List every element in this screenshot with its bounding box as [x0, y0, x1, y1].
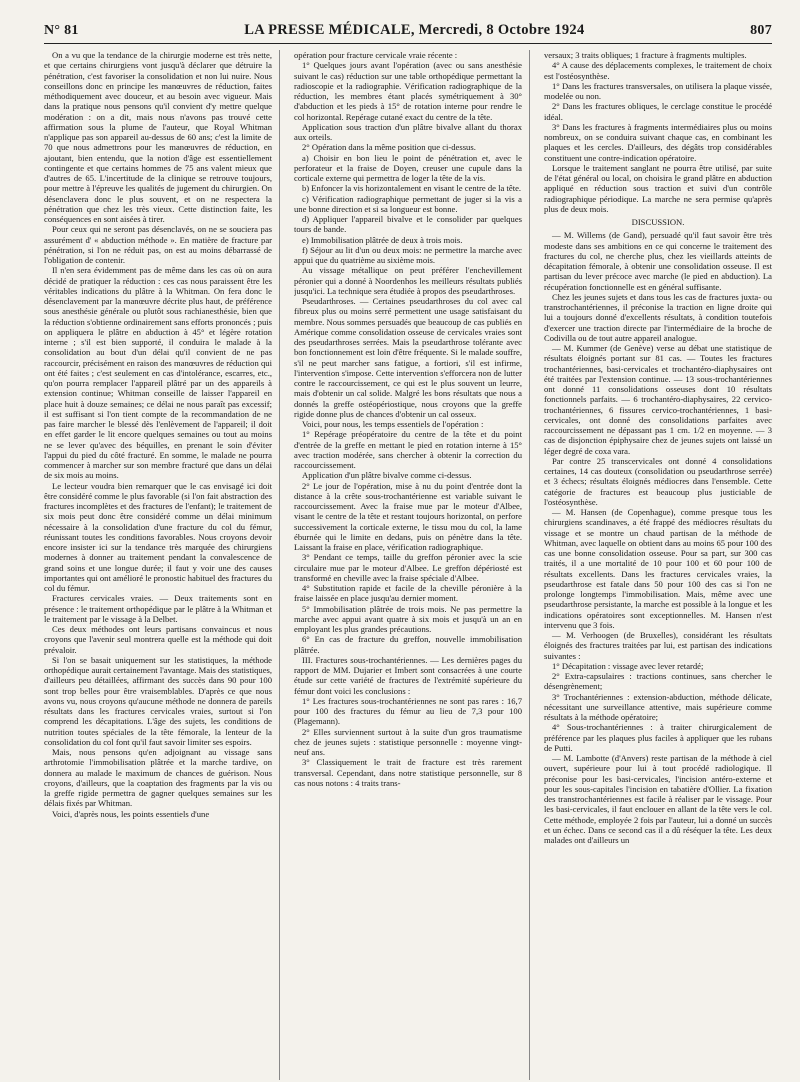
paragraph: Pour ceux qui ne seront pas désenclavés, on ne se souciera pas assurément d' « abduction méthode ». En matière de fracture par pénétration, si l'on ne réduit pas, on est au moins débarrassé de l'obligation de contenir.	[44, 224, 272, 265]
paragraph: 1° Les fractures sous-trochantériennes ne sont pas rares : 16,7 pour 100 des fractures du fémur au lieu de 7,3 pour 100 (Plagemann).	[294, 695, 522, 727]
page-number: 807	[750, 23, 772, 38]
paragraph: 2° Elles surviennent surtout à la suite d'un gros traumatisme chez de jeunes sujets : statistique personnelle : moyenne vingt-neuf ans.	[294, 726, 522, 757]
column-middle	[294, 50, 530, 1080]
paragraph: Chez les jeunes sujets et dans tous les cas de fractures juxta- ou transtrochantériennes, il préconise la traction en ligne droite qui lui a toujours donné d'excellents résultats, à condition toutefois d'exercer une traction directe par l'intermédiaire de la broche de Codivilla ou de tout autre appareil analogue.	[544, 291, 772, 343]
paragraph: f) Séjour au lit d'un ou deux mois: ne permettre la marche avec appui que du quatrième au sixième mois.	[294, 244, 522, 265]
paragraph: 3° Classiquement le trait de fracture est très rarement transversal. Cependant, dans notre statistique personnelle, sur 8 cas nous notons : 4 traits trans-	[294, 757, 522, 788]
paragraph: b) Enfoncer la vis horizontalement en visant le centre de la tête.	[302, 183, 522, 194]
text-columns	[44, 50, 772, 1080]
paragraph: 4° Sous-trochantériennes : à traiter chirurgicalement de préférence par les plaques plus faciles à appliquer que les rubans de Putti.	[544, 722, 772, 753]
paragraph: — M. Kummer (de Genève) verse au débat une statistique de résultats éloignés portant sur 81 cas. — Toutes les fractures trochantériennes, basi-cervicales et trochantéro-diaphysaires ont été traitées par l'extension continue. — 13 sous-trochantériennes ont donné 11 consolidations osseuses dont 10 résultats fonctionnels parfaits. — 6 trochantéro-diaphysaires, 22 cervico-trochantériennes, 6 fissures cervico-trochantériennes, 1 basi-cervicales, ont donné des consolidations parfaites avec raccourcissement ne dépassant pas 1 cm. 1/2 en moyenne. — 3 cas de disjonction épiphysaire chez de jeunes sujets ont laissé un léger degré de coxa vara.	[544, 343, 772, 456]
paragraph: Pseudarthroses. — Certaines pseudarthroses du col avec cal fibreux plus ou moins serré permettent une usage satisfaisant du membre. Nous sommes persuadés que beaucoup de cas publiés en Amérique comme consolidation osseuse de cervicales vraies sont des pseudarthroses serrées. Mais la pseudarthrose tolérante avec bon fonctionnement est loin d'être fréquente. Si le malade souffre, s'il ne peut marcher sans fatigue, a fortiori, s'il est infirme, l'intervention s'impose. Cette intervention s'efforcera non de lutter contre le raccourcissement, ce qui est le plus souvent un leurre, mais d'obtenir un cal solide. Malgré les bons résultats que nous a donnés la greffe ostéopériostique, nous croyons que la greffe rigide donne plus de chances d'obtenir un cal osseux.	[294, 296, 522, 419]
paragraph: Mais, nous pensons qu'en adjoignant au vissage sans arthrotomie l'immobilisation plâtrée et la marche tardive, on donnera au malade le maximum de chances de guérison. Nous croyons, d'ailleurs, que la coaptation des fragments par la vis ou la greffe rigide permettra de gagner quelques semaines sur les délais fixés par Whitman.	[44, 747, 272, 809]
paragraph: — M. Lambotte (d'Anvers) reste partisan de la méthode à ciel ouvert, supérieure pour lui à tout procédé radiologique. Il préconise pour les basi-cervicales, l'incision antéro-externe et pour les sous-capitales l'incision en tabatière d'Ollier. La fixation des transtrochantériennes est facile à réaliser par le vissage. Pour les basi-cervicales, il faut enclouer en allant de la tête vers le col. Cette méthode, employée 2 fois par l'auteur, lui a donné un succès et un échec. Dans ce second cas il a dû réséquer la tête. Les deux malades ont d'ailleurs un	[544, 753, 772, 845]
paragraph: 2° Dans les fractures obliques, le cerclage constitue le procédé idéal.	[544, 101, 772, 122]
paragraph: versaux; 3 traits obliques; 1 fracture à fragments multiples.	[544, 50, 747, 60]
paragraph: III. Fractures sous-trochantériennes. — Les dernières pages du rapport de MM. Dujarier et Imbert sont consacrées à une courte étude sur cette variété de fractures de l'extrémité supérieure du fémur dont voici les conclusions :	[294, 654, 522, 696]
paragraph: — M. Verhoogen (de Bruxelles), considérant les résultats éloignés des fractures traitées par lui, est partisan des indications suivantes :	[544, 630, 772, 661]
paragraph: 1° Décapitation : vissage avec lever retardé;	[552, 660, 704, 671]
paragraph: On a vu que la tendance de la chirurgie moderne est très nette, et que certains chirurgiens vont jusqu'à déclarer que détruire la pénétration, c'est favoriser la consolidation et non lui nuire. Nous conseillons donc en principe les manœuvres de réduction, faites méthodiquement avec douceur, et au besoin avec vigueur. Mais dans la pratique nous pensons qu'il convient d'y mettre quelque modération : on a dit, mais nous n'avons pas trouvé cette affirmation sous la plume de l'auteur, que Royal Whitman n'applique pas son appareil au-dessus de 60 ans; c'est la limite de 70 que nous admettrons pour les manœuvres de réduction, en ajoutant, bien entendu, que la notion d'âge est essentiellement contingente et que certains hommes de 75 ans valent mieux que d'autres de 65. L'incertitude de la clinique se retrouve toujours, pour mettre à l'épreuve les qualités de jugement du chirurgien. On désenclavera donc le plus souvent, et on ne respectera la pénétration que chez les très vieux. Cette distinction faite, les conséquences en sont aisées à tirer.	[44, 50, 272, 224]
paragraph: Fractures cervicales vraies. — Deux traitements sont en présence : le traitement orthopédique par le plâtre à la Whitman et le traitement par le vissage à la Delbet.	[44, 593, 272, 624]
paragraph: Le lecteur voudra bien remarquer que le cas envisagé ici doit être considéré comme le plus favorable (si l'on fait abstraction des fractures incomplètes et des fractures de l'enfant); le traitement de six mois peut donc être considéré comme un délai minimum nécessaire à la consolidation d'une fracture du col du fémur, réunissant toutes les conditions favorables. Nous croyons devoir encore insister ici sur la tendance très marquée des chirurgiens modernes à donner au traitement pendant la convalescence de grand soins et une longue durée; il faut y voir une des causes importantes qui ont amélioré le pronostic habituel des fractures du col du fémur.	[44, 480, 272, 593]
paragraph: Lorsque le traitement sanglant ne pourra être utilisé, par suite de l'état général ou local, on choisira le grand plâtre en abduction appliqué en réduction sous traction et suivi d'un contrôle radiographique périodique. La marche ne sera permise qu'après plus de deux mois.	[544, 162, 772, 214]
paragraph: Application d'un plâtre bivalve comme ci-dessus.	[302, 470, 472, 481]
paragraph: Voici, pour nous, les temps essentiels de l'opération :	[302, 419, 484, 429]
paragraph: Ces deux méthodes ont leurs partisans convaincus et nous croyons que l'avenir seul montrera quelle est la méthode qui doit prévaloir.	[44, 624, 272, 655]
paragraph: Au vissage métallique on peut préférer l'enchevillement péronier qui a donné à Noordenhos les meilleurs résultats publiés jusqu'ici. La technique sera étudiée à propos des pseudarthroses.	[294, 265, 522, 296]
paragraph: 5° Immobilisation plâtrée de trois mois. Ne pas permettre la marche avec appui avant quatre à six mois et jusqu'à un an en employant les plus grandes précautions.	[294, 603, 522, 634]
paragraph: a) Choisir en bon lieu le point de pénétration et, avec le perforateur et la fraise de Doyen, creuser une cupule dans la corticale externe qui permettra de loger la tête de la vis.	[294, 152, 522, 183]
paragraph: c) Vérification radiographique permettant de juger si la vis a une bonne direction et si sa longueur est bonne.	[294, 193, 522, 214]
column-right	[544, 50, 772, 1080]
paragraph: Par contre 25 transcervicales ont donné 4 consolidations certaines, 14 cas douteux (consolidation ou pseudarthrose serrée) et 3 échecs; résultats éloignés médiocres dans l'ensemble. Cette catégorie de fractures est beaucoup plus justiciable de l'ostéosynthèse.	[544, 455, 772, 507]
paragraph: opération pour fracture cervicale vraie récente :	[294, 50, 458, 60]
column-left	[44, 50, 280, 1080]
paragraph: 4° Substitution rapide et facile de la cheville péronière à la fraise laissée en place jusqu'au dernier moment.	[294, 583, 522, 604]
paragraph: 3° Dans les fractures à fragments intermédiaires plus ou moins nombreux, on se conduira suivant chaque cas, en combinant les plaques et les cercles. D'ailleurs, des dégâts trop considérables constituent une contre-indication opératoire.	[544, 121, 772, 163]
journal-title: LA PRESSE MÉDICALE, Mercredi, 8 Octobre 1924	[244, 22, 585, 38]
paragraph: 1° Dans les fractures transversales, on utilisera la plaque vissée, modelée ou non.	[544, 80, 772, 101]
paragraph: e) Immobilisation plâtrée de deux à trois mois.	[302, 234, 463, 245]
paragraph: Application sous traction d'un plâtre bivalve allant du thorax aux orteils.	[294, 121, 522, 142]
paragraph: 3° Pendant ce temps, taille du greffon péronier avec la scie circulaire mue par le moteur d'Albee. Le greffon dépériosté est transformé en cheville avec la fraise spéciale d'Albee.	[294, 552, 522, 583]
paragraph: — M. Hansen (de Copenhague), comme presque tous les chirurgiens scandinaves, a été frappé des médiocres résultats du vissage et se montre un chaud partisan de la méthode de Whitman, avec laquelle on obtient dans au moins 65 pour 100 des cas une bonne consolidation osseuse. Pour sa part, sur 300 cas traités, il a une mortalité de 10 pour 100 et 60 pour 100 de résultats excellents. Dans les fractures cervicales vraies, la pseudarthrose est fatale dans 50 pour 100 des cas si l'on ne prolonge longtemps l'immobilisation. Mais, même avec une pseudarthrose persistante, la marche est possible à la longue et les indications opératoires sont exceptionnelles. M. Hansen n'est intervenu que 3 fois.	[544, 507, 772, 630]
paragraph: 2° Opération dans la même position que ci-dessus.	[302, 142, 476, 153]
paragraph: d) Appliquer l'appareil bivalve et le consolider par quelques tours de bande.	[294, 214, 522, 235]
paragraph: 2° Extra-capsulaires : tractions continues, sans chercher le désengrènement;	[544, 671, 772, 692]
paragraph: 4° A cause des déplacements complexes, le traitement de choix est l'ostéosynthèse.	[544, 60, 772, 81]
page-header	[44, 22, 772, 44]
paragraph: DISCUSSION.	[631, 217, 685, 227]
paragraph: 3° Trochantériennes : extension-abduction, méthode délicate, nécessitant une surveillance attentive, mais supérieure comme résultats à la méthode opératoire;	[544, 691, 772, 722]
paragraph: Il n'en sera évidemment pas de même dans les cas où on aura décidé de pratiquer la réduction : ces cas nous paraissent être les véritables indications du plâtre à la Whitman. On fera donc le désenclavement par la manœuvre décrite plus haut, de préférence sous anesthésie générale ou plutôt sous rachianesthésie, bien que la réduction s'obtienne ordinairement sans efforts prononcés ; puis on appliquera le plâtre en abduction à 45° et légère rotation interne ; s'il est bien supporté, il conduira le malade à la consolidation au bout d'un délai qu'il convient de ne pas raccourcir, précisément en raison des manœuvres de réduction qui ont été faites ; c'est seulement en cas d'intolérance, escarres, etc., qu'on pourra remplacer l'appareil plâtré par un des appareils à extension continue; Whitman conseille de laisser l'appareil en place huit à douze semaines; ce délai ne nous paraît pas excessif; il est suffisant si l'on tient compte de la recommandation de ne pas faire marcher le blessé dès l'enlèvement de l'appareil; il doit en effet garder le lit encore quelques semaines ou tout au moins ne se lever qu'avec des béquilles, en prenant le soin d'éviter l'appui du pied du côté fracturé. En somme, le malade ne pourra commencer à marcher sur son membre fracturé que dans un délai de six mois au moins.	[44, 265, 272, 481]
paragraph: 1° Quelques jours avant l'opération (avec ou sans anesthésie suivant le cas) réduction sur une table orthopédique permettant la radioscopie et la radiographie. Vérification radiographique de la réduction, les membres étant placés symétriquement à 30° d'abduction et les pieds à 15° de rotation interne pour rendre le col horizontal. Repérage cutané exact du centre de la tête.	[294, 60, 522, 122]
paragraph: — M. Willems (de Gand), persuadé qu'il faut savoir être très modeste dans ses ambitions en ce qui concerne le traitement des fractures du col, ne cherche plus, chez les vieillards atteints de décapitation fémorale, à obtenir une consolidation osseuse. Il est partisan du lever précoce avec marche (le pied en abduction). La récupération fonctionnelle est en général suffisante.	[544, 230, 772, 292]
paragraph: 6° En cas de fracture du greffon, nouvelle immobilisation plâtrée.	[294, 634, 522, 655]
paragraph: 1° Repérage préopératoire du centre de la tête et du point d'entrée de la greffe en mettant le pied en rotation interne à 15° avec traction modérée, sans chercher à obtenir la correction du raccourcissement.	[294, 429, 522, 470]
paragraph: Voici, d'après nous, les points essentiels d'une	[52, 808, 210, 819]
issue-number: N° 81	[44, 23, 79, 38]
paragraph: Si l'on se basait uniquement sur les statistiques, la méthode orthopédique aurait certainement l'avantage. Mais des statistiques, d'ailleurs peu détaillées, affirmant des succès dans 90 pour 100 sont trop belles pour être vraisemblables. D'après ce que nous avons vu, nous croyons qu'aucune méthode ne donnera de pareils résultats dans les fractures cervicales vraies, surtout si l'on comprend les décapitations. L'âge des sujets, les conditions de nutrition toutes spéciales de la tête fémorale, la lenteur de la consolidation du col font qu'il faut savoir limiter ses espoirs.	[44, 654, 272, 747]
paragraph: 2° Le jour de l'opération, mise à nu du point d'entrée dont la distance à la crête sous-trochantérienne est variable suivant le raccourcissement. Avec la fraise mue par le moteur d'Albee, visant le centre de la tête et restant toujours horizontal, on perfore successivement la corticale externe, le tissu mou du col, la lame éburnée qui le limite en dedans, puis on pénètre dans la tête. Laissant la fraise en place, vérification radiographique.	[294, 480, 522, 552]
